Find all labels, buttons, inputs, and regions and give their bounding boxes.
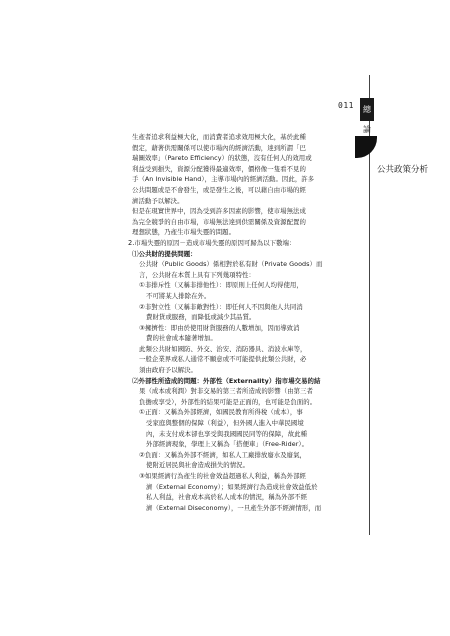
chapter-tab-top: 總 bbox=[360, 98, 374, 121]
text-line: 使附近居民與社會造成損失的情況。 bbox=[146, 461, 250, 470]
text-line: 私人利益，社會成本高於私人成本的情況，稱為外部不經 bbox=[146, 493, 308, 502]
text-line: 非對立性（又稱非敵對性）：即任何人不因與他人共同消 bbox=[144, 302, 303, 311]
item-heading: 外部性所造成的問題：外部性（Externality）指市場交易的結 bbox=[138, 376, 321, 385]
text-line: 正面：又稱為外部經濟，如國民教育所得稅（成本），事 bbox=[144, 408, 303, 417]
sub-number: ② bbox=[139, 302, 145, 311]
text-line: 負面：又稱為外部不經濟，如私人工廠排放廢水及廢氣， bbox=[144, 450, 306, 459]
text-line: 不可將某人排除在外。 bbox=[146, 291, 211, 300]
book-side-label: 公共政策分析 bbox=[377, 165, 429, 175]
text-line: 手（An Invisible Hand），主導市場內的經濟活動。因此，許多 bbox=[132, 175, 315, 184]
text-line: 一般企業界或私人通常不願意或不可能提供此類公共財，必 bbox=[139, 355, 307, 364]
text-line: 生產者追求利益極大化，而消費者追求效用極大化，基於此種 bbox=[132, 133, 306, 141]
text-line: 負擔或享受），外部性的結果可能是正面的，也可能是負面的。 bbox=[139, 397, 317, 406]
list-item bbox=[132, 249, 356, 260]
text-line: 市場失靈的原因－造成市場失靈的原因可歸為以下數端： bbox=[134, 238, 296, 247]
text-line: 擁擠性：即由於使用財貨服務的人數增加，因而導致消 bbox=[144, 323, 300, 332]
page-number: 011 bbox=[338, 101, 354, 110]
text-line: 外部經濟現象，學理上又稱為「搭便車」（Free-Rider）。 bbox=[146, 440, 309, 449]
text-line: 為完全競爭的自由市場，市場無法達到供需關係及資源配置的 bbox=[132, 217, 306, 226]
sub-item bbox=[132, 471, 356, 482]
text-line: 果（成本或利潤）對非交易的第三者所造成的影響（由第三者 bbox=[139, 387, 313, 396]
sub-number: ① bbox=[139, 408, 145, 417]
text-line: 濟活動予以解決。 bbox=[132, 196, 184, 205]
text-line: 此類公共財如國防、外交、治安、消防器具、消波水庫等， bbox=[139, 344, 307, 353]
text-line: 公共財（Public Goods）係相對於私有財（Private Goods）而 bbox=[139, 260, 323, 269]
section-number: 2. bbox=[128, 238, 135, 247]
tab-corner-decoration bbox=[355, 136, 377, 158]
text-line: 公共問題或是不會發生，或是發生之後，可以藉自由市場的經 bbox=[132, 185, 306, 194]
text-line: 言，公共財在本質上具有下列幾項特性： bbox=[139, 270, 255, 279]
sub-item bbox=[132, 450, 356, 461]
body-text bbox=[128, 132, 356, 513]
sub-number: ② bbox=[139, 450, 145, 459]
text-line: 費財貨或服務，而降低或減少其品質。 bbox=[146, 313, 256, 322]
sub-item bbox=[132, 323, 356, 334]
text-line: 如果經濟行為產生的社會效益超過私人利益，稱為外部經 bbox=[144, 472, 306, 480]
chapter-tab-bottom: 論 bbox=[363, 125, 371, 134]
list-item bbox=[132, 376, 356, 387]
text-line: 但是在現實世界中，因為受到許多因素的影響，使市場無法成 bbox=[132, 207, 306, 216]
text-line: 濟（External Diseconomy），一旦產生外部不經濟情形，而 bbox=[146, 503, 322, 512]
item-heading: 公共財的提供問題： bbox=[138, 249, 197, 258]
text-line: 非排斥性（又稱非排他性）：即原則上任何人均得使用， bbox=[144, 281, 303, 290]
item-number: ⑴ bbox=[132, 249, 139, 258]
text-line: 受家庭與整個的保障（利益），但外國人進入中華民國境 bbox=[146, 419, 304, 428]
sub-number: ③ bbox=[139, 472, 145, 480]
text-line: 利益受到損失，資源分配獲得最適效率，價格像一隻看不見的 bbox=[132, 164, 306, 173]
text-line: 須由政府予以解決。 bbox=[139, 366, 197, 375]
sub-item bbox=[132, 302, 356, 313]
text-line: 內，未支付成本卻也享受與我國國民同等的保障，故此種 bbox=[146, 429, 308, 438]
text-line: 費的社會成本隨著增加。 bbox=[146, 334, 217, 343]
text-line: 濟（External Economy）；如果經濟行為造成社會效益低於 bbox=[146, 482, 318, 491]
text-line: 理想狀態，乃產生市場失靈的問題。 bbox=[132, 228, 236, 237]
text-line: 瑞圖效率」（Pareto Efficiency）的狀態，沒有任何人的效用或 bbox=[132, 154, 312, 163]
item-number: ⑵ bbox=[132, 376, 139, 385]
sub-number: ① bbox=[139, 281, 145, 290]
sub-item bbox=[132, 407, 356, 418]
sub-number: ③ bbox=[139, 323, 145, 332]
text-line: 假定，藉著供需關係可以使市場內的經濟活動，達到所謂「巴 bbox=[132, 143, 306, 152]
sub-item bbox=[132, 280, 356, 291]
section-heading bbox=[128, 238, 356, 249]
